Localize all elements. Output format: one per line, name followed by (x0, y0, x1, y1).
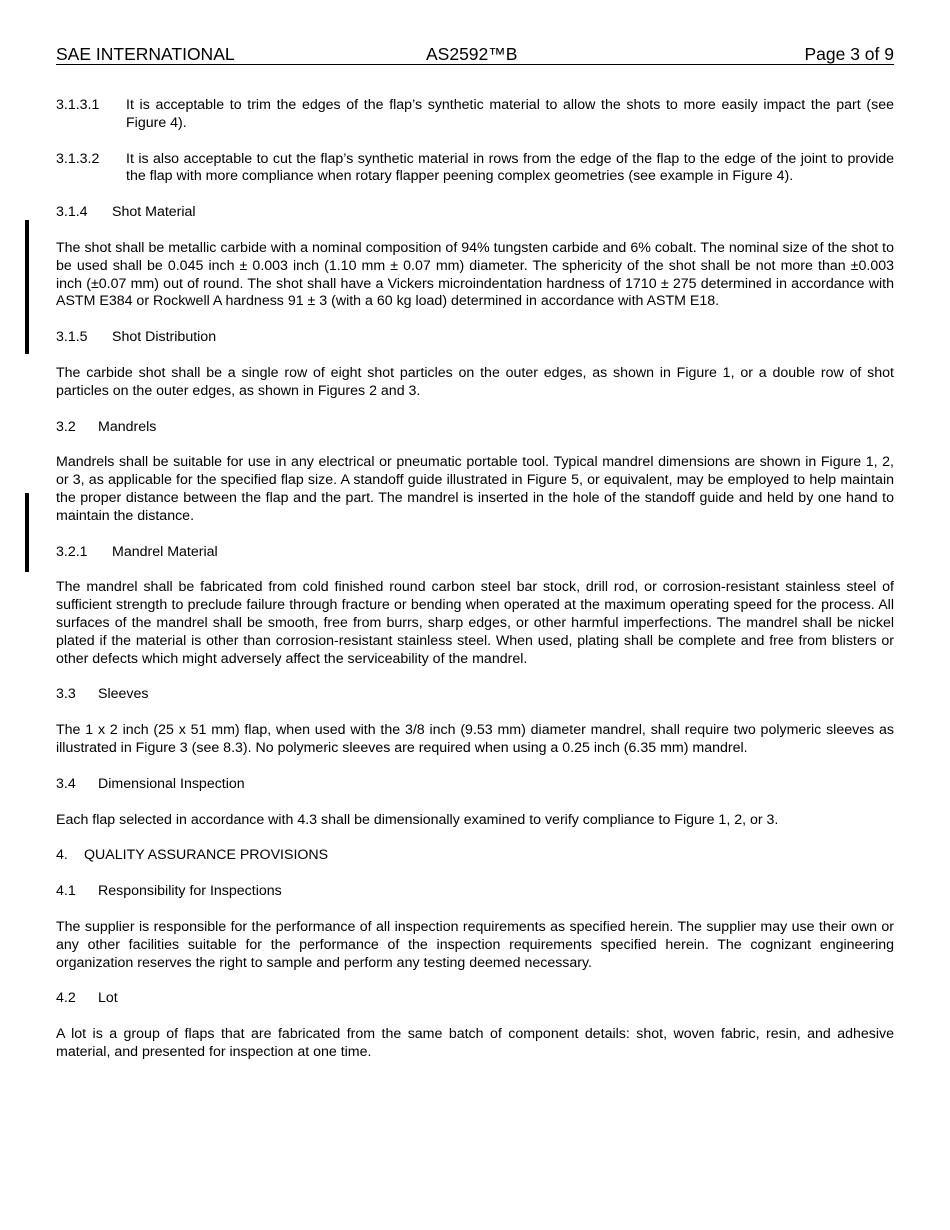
section-title: Responsibility for Inspections (98, 883, 282, 900)
header-org: SAE INTERNATIONAL (56, 44, 235, 64)
heading-4-2 (56, 990, 894, 1008)
section-title: Lot (98, 990, 118, 1007)
section-title: QUALITY ASSURANCE PROVISIONS (84, 847, 329, 864)
section-number: 3.2 (56, 418, 76, 435)
paragraph-mandrels: Mandrels shall be suitable for use in any electrical or pneumatic portable tool. Typical mandrel dimensions are shown in Figure 1, 2, or 3, as applicable for the specified flap size. A standoff guide illustrated in Figure 5, or equivalent, may be employed to help maintain the proper distance between the flap and the part. The mandrel is inserted in the hole of the standoff guide and held by one hand to maintain the distance. (56, 454, 894, 524)
document-body (56, 97, 894, 1080)
section-3-1-3-1 (56, 97, 894, 133)
heading-4 (56, 847, 894, 865)
section-number: 3.2.1 (56, 543, 88, 560)
section-number: 3.1.3.1 (56, 97, 100, 113)
section-number: 3.4 (56, 775, 76, 792)
change-bar (25, 493, 29, 572)
section-number: 3.1.5 (56, 329, 88, 346)
heading-4-1 (56, 883, 894, 901)
heading-3-1-4 (56, 204, 894, 222)
heading-3-4 (56, 776, 894, 794)
heading-3-2 (56, 419, 894, 437)
section-number: 3.3 (56, 686, 76, 703)
section-text: It is acceptable to trim the edges of the flap’s synthetic material to allow the shots to more easily impact the part (see Figure 4). (126, 97, 894, 131)
paragraph-shot-distribution: The carbide shot shall be a single row of eight shot particles on the outer edges, as shown in Figure 1, or a double row of shot particles on the outer edges, as shown in Figures 2 and 3. (56, 364, 894, 399)
section-number: 3.1.3.2 (56, 150, 100, 167)
paragraph-lot: A lot is a group of flaps that are fabricated from the same batch of component details: shot, woven fabric, resin, and adhesive material, and presented for inspection at one time. (56, 1026, 894, 1060)
section-title: Sleeves (98, 686, 149, 703)
section-number: 4.2 (56, 990, 76, 1007)
header-doc-id: AS2592™B (426, 44, 518, 64)
page-header (56, 44, 894, 65)
heading-3-1-5 (56, 329, 894, 347)
paragraph-shot-material: The shot shall be metallic carbide with a nominal composition of 94% tungsten carbide and 6% cobalt. The nominal size of the shot to be used shall be 0.045 inch ± 0.003 inch (1.10 mm ± 0.07 mm) diameter. The sphericity of the shot shall be not more than ±0.003 inch (±0.07 mm) out of round. The shot shall have a Vickers microindentation hardness of 1710 ± 275 determined in accordance with ASTM E384 or Rockwell A hardness 91 ± 3 (with a 60 kg load) determined in accordance with ASTM E18. (56, 239, 894, 310)
section-title: Shot Distribution (112, 329, 217, 346)
section-title: Mandrels (98, 418, 157, 435)
section-title: Dimensional Inspection (98, 775, 245, 792)
paragraph-sleeves: The 1 x 2 inch (25 x 51 mm) flap, when used with the 3/8 inch (9.53 mm) diameter mandrel, shall require two polymeric sleeves as illustrated in Figure 3 (see 8.3). No polymeric sleeves are required when using a 0.25 inch (6.35 mm) mandrel. (56, 722, 894, 756)
section-title: Mandrel Material (112, 543, 218, 560)
section-text: It is also acceptable to cut the flap’s synthetic material in rows from the edge of the flap to the edge of the joint to provide the flap with more compliance when rotary flapper peening complex geometries (see example in Figure 4). (126, 150, 894, 185)
heading-3-2-1 (56, 544, 894, 562)
paragraph-dimensional-inspection: Each flap selected in accordance with 4.3 shall be dimensionally examined to verify compliance to Figure 1, 2, or 3. (56, 811, 779, 828)
paragraph-mandrel-material: The mandrel shall be fabricated from cold finished round carbon steel bar stock, drill rod, or corrosion-resistant stainless steel of sufficient strength to preclude failure through fracture or bending when operated at the maximum operating speed for the process. All surfaces of the mandrel shall be smooth, free from burrs, sharp edges, or other harmful imperfections. The mandrel shall be nickel plated if the material is other than corrosion-resistant stainless steel. When used, plating shall be complete and free from blisters or other defects which might adversely affect the serviceability of the mandrel. (56, 579, 894, 667)
header-page-number: Page 3 of 9 (804, 44, 894, 64)
change-bar (25, 220, 29, 354)
heading-3-3 (56, 686, 894, 704)
section-number: 4. (56, 847, 68, 864)
section-title: Shot Material (112, 204, 196, 221)
paragraph-responsibility: The supplier is responsible for the performance of all inspection requirements as specified herein. The supplier may use their own or any other facilities suitable for the performance of the inspection requirements specified herein. The cognizant engineering organization reserves the right to sample and perform any testing deemed necessary. (56, 918, 894, 971)
section-number: 4.1 (56, 883, 76, 900)
section-3-1-3-2 (56, 151, 894, 187)
section-number: 3.1.4 (56, 204, 88, 221)
